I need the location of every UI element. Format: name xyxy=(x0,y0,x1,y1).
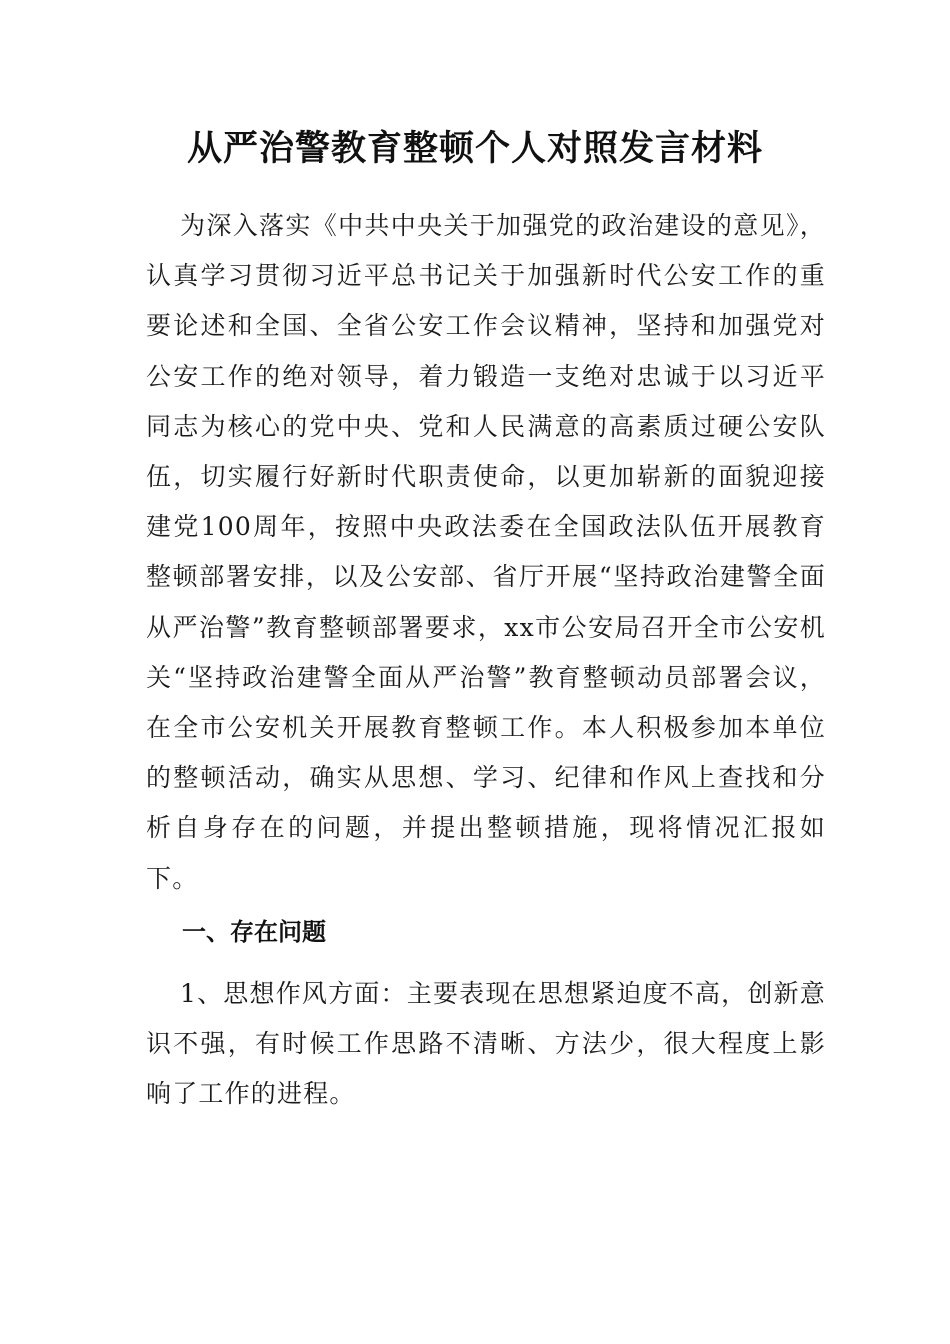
intro-paragraph: 为深入落实《中共中央关于加强党的政治建设的意见》，认真学习贯彻习近平总书记关于加强新时代公安工作的重要论述和全国、全省公安工作会议精神，坚持和加强党对公安工作的绝对领导，着力锻造一支绝对忠诚于以习近平同志为核心的党中央、党和人民满意的高素质过硬公安队伍，切实履行好新时代职责使命，以更加崭新的面貌迎接建党100周年，按照中央政法委在全国政法队伍开展教育整顿部署安排，以及公安部、省厅开展“坚持政治建警全面从严治警”教育整顿部署要求，xx市公安局召开全市公安机关“坚持政治建警全面从严治警”教育整顿动员部署会议，在全市公安机关开展教育整顿工作。本人积极参加本单位的整顿活动，确实从思想、学习、纪律和作风上查找和分析自身存在的问题，并提出整顿措施，现将情况汇报如下。 xyxy=(146,211,826,893)
section-heading-problems: 一、存在问题 xyxy=(182,918,326,946)
item-1-paragraph: 1、思想作风方面：主要表现在思想紧迫度不高，创新意识不强，有时候工作思路不清晰、方法少，很大程度上影响了工作的进程。 xyxy=(146,979,826,1109)
document-title: 从严治警教育整顿个人对照发言材料 xyxy=(186,128,763,169)
